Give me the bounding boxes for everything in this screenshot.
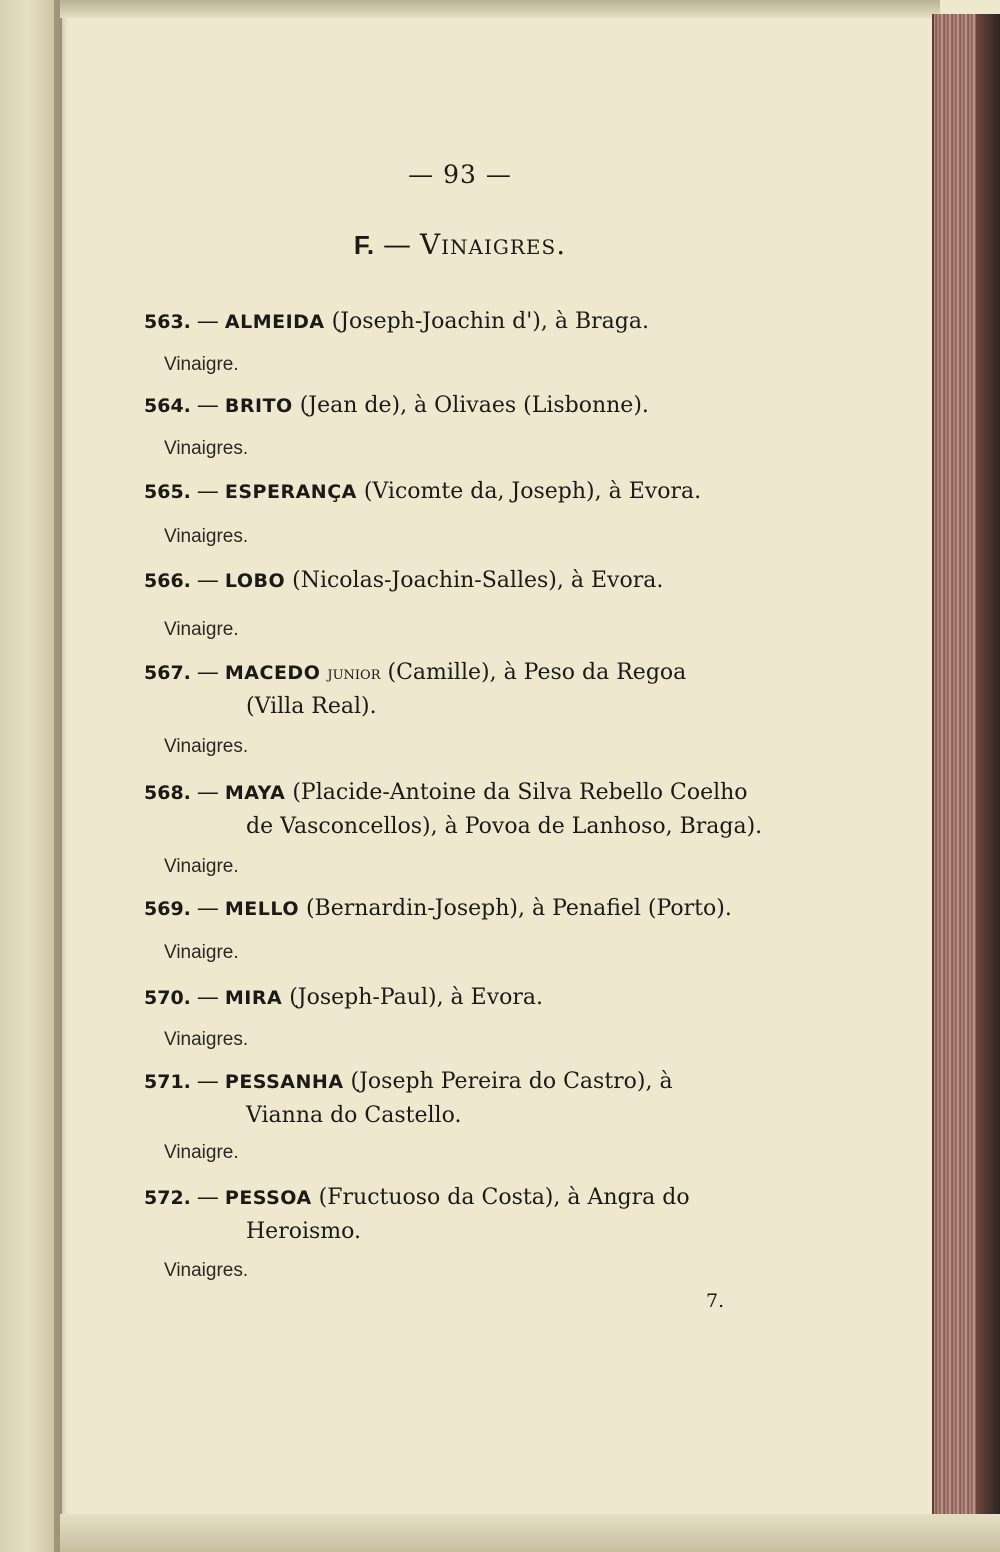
entry-name: MAYA <box>224 782 286 804</box>
entry-product: Vinaigres. <box>164 438 249 459</box>
entry-detail-continuation: Heroismo. <box>246 1219 362 1244</box>
entry-number: 568. <box>144 782 191 804</box>
page-number: — 93 — <box>408 160 512 189</box>
entry-product: Vinaigres. <box>164 1029 249 1050</box>
book-edge-shadow <box>976 14 1000 1514</box>
entry-detail: (Joseph Pereira do Castro), à <box>350 1069 673 1094</box>
entry-detail: (Fructuoso da Costa), à Angra do <box>318 1185 690 1210</box>
entry-detail: (Nicolas-Joachin-Salles), à Evora. <box>292 568 664 593</box>
entry-dash: — <box>196 479 219 504</box>
signature-mark: 7. <box>706 1290 725 1312</box>
entry-detail: (Camille), à Peso da Regoa <box>387 660 687 685</box>
entry-dash: — <box>196 1185 219 1210</box>
entry-dash: — <box>196 1069 219 1094</box>
entry-number: 567. <box>144 662 191 684</box>
section-heading <box>70 228 850 261</box>
entry-dash: — <box>196 896 219 921</box>
entry-product: Vinaigre. <box>164 856 239 877</box>
entry-detail: (Joseph-Joachin d'), à Braga. <box>331 309 649 334</box>
entry <box>144 1181 784 1249</box>
entry <box>144 389 784 423</box>
entry-name: ESPERANÇA <box>224 481 357 503</box>
entry <box>144 564 784 598</box>
entry <box>144 656 784 724</box>
entry-product: Vinaigres. <box>164 1260 249 1281</box>
entry-name: ALMEIDA <box>224 311 325 333</box>
entry-dash: — <box>196 568 219 593</box>
entry-number: 566. <box>144 570 191 592</box>
entry-name-suffix: junior <box>327 662 381 684</box>
entry-number: 572. <box>144 1187 191 1209</box>
entry-name: MELLO <box>224 898 299 920</box>
entry-detail: (Joseph-Paul), à Evora. <box>289 985 544 1010</box>
entry <box>144 1065 784 1133</box>
entry-dash: — <box>196 660 219 685</box>
book-page <box>70 0 930 1552</box>
entry-dash: — <box>196 393 219 418</box>
entry-product: Vinaigres. <box>164 526 249 547</box>
entry-dash: — <box>196 985 219 1010</box>
entry-number: 570. <box>144 987 191 1009</box>
section-dash: — <box>383 228 412 261</box>
section-letter: F. <box>353 230 375 260</box>
entry-name: MIRA <box>224 987 283 1009</box>
entry-name: PESSANHA <box>224 1071 344 1093</box>
entry-product: Vinaigre. <box>164 354 239 375</box>
gutter-shadow <box>54 0 68 1552</box>
book-page-edges <box>932 14 982 1514</box>
entry-number: 564. <box>144 395 191 417</box>
entry-product: Vinaigre. <box>164 1142 239 1163</box>
entry-dash: — <box>196 780 219 805</box>
entry <box>144 475 784 509</box>
entry-detail-continuation: (Villa Real). <box>246 694 377 719</box>
book-gutter <box>0 0 62 1552</box>
section-title: Vinaigres. <box>419 228 567 261</box>
entry-product: Vinaigres. <box>164 736 249 757</box>
entry-detail-continuation: de Vasconcellos), à Povoa de Lanhoso, Braga). <box>246 814 763 839</box>
entry-number: 571. <box>144 1071 191 1093</box>
entry-number: 569. <box>144 898 191 920</box>
entry <box>144 981 784 1015</box>
entry-product: Vinaigre. <box>164 942 239 963</box>
entry-detail-continuation: Vianna do Castello. <box>246 1103 462 1128</box>
entry-detail: (Placide-Antoine da Silva Rebello Coelho <box>292 780 748 805</box>
entry-detail: (Jean de), à Olivaes (Lisbonne). <box>299 393 649 418</box>
entry-number: 565. <box>144 481 191 503</box>
entry-name: BRITO <box>224 395 293 417</box>
entry-detail: (Vicomte da, Joseph), à Evora. <box>363 479 702 504</box>
entry-detail: (Bernardin-Joseph), à Penafiel (Porto). <box>305 896 732 921</box>
entry-product: Vinaigre. <box>164 619 239 640</box>
entry-number: 563. <box>144 311 191 333</box>
entry <box>144 305 784 339</box>
entry-dash: — <box>196 309 219 334</box>
entry <box>144 892 784 926</box>
entry <box>144 776 784 844</box>
entry-name: LOBO <box>224 570 286 592</box>
entry-name: MACEDO <box>224 662 321 684</box>
entry-name: PESSOA <box>224 1187 312 1209</box>
